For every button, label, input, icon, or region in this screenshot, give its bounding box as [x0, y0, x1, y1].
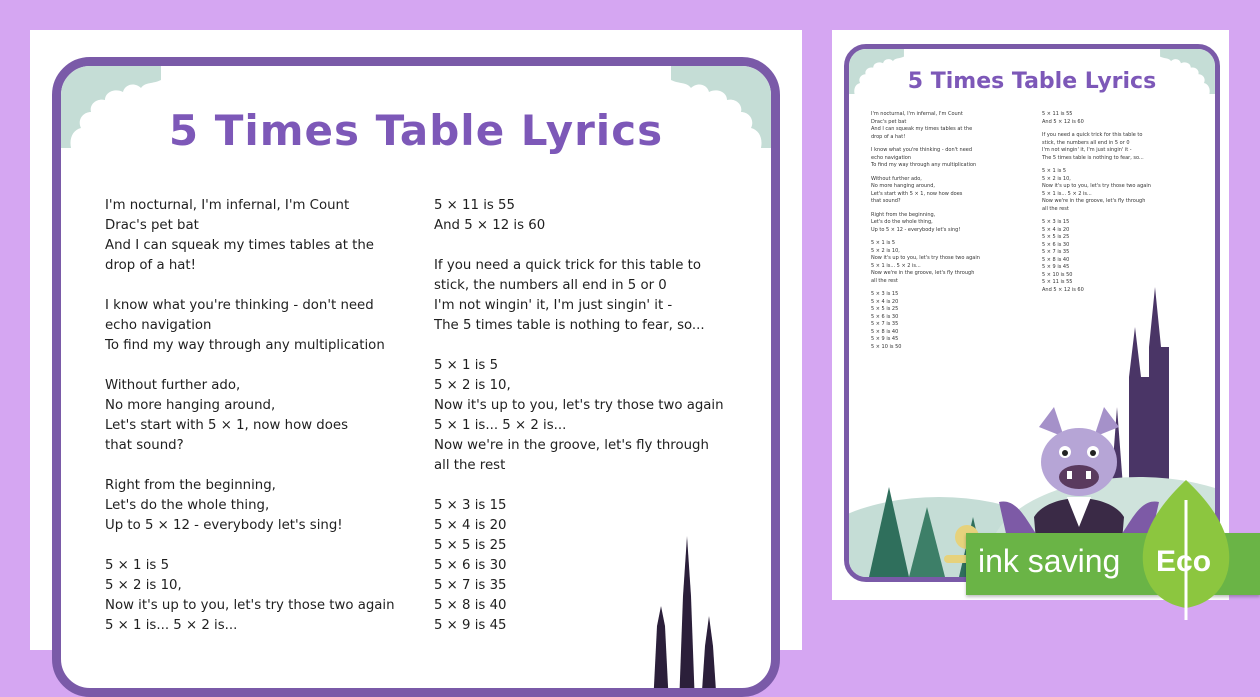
preview-right-column: [1042, 111, 1192, 294]
preview-lyric-line: 5 × 3 is 15: [1042, 219, 1070, 225]
lyric-line: I'm nocturnal, I'm infernal, I'm Count: [105, 198, 350, 213]
preview-lyric-line: 5 × 10 is 50: [871, 343, 902, 350]
lyric-line: Drac's pet bat: [105, 218, 199, 233]
lyric-line: And 5 × 12 is 60: [434, 218, 546, 233]
preview-lyric-line: Let's do the whole thing,: [871, 219, 933, 225]
preview-lyric-line: Now it's up to you, let's try those two again: [1042, 183, 1151, 189]
lyric-line: 5 × 2 is 10,: [434, 378, 511, 393]
preview-lyric-line: 5 × 5 is 25: [871, 306, 899, 312]
stanza: [105, 196, 405, 276]
preview-lyric-line: And I can squeak my times tables at the: [871, 126, 973, 132]
stanza: [105, 376, 405, 456]
preview-lyric-line: The 5 times table is nothing to fear, so...: [1042, 154, 1144, 161]
preview-lyric-line: 5 × 8 is 40: [871, 328, 899, 335]
lyric-line: 5 × 8 is 40: [434, 598, 507, 613]
preview-lyric-line: I'm not wingin' it, I'm just singin' it -: [1042, 147, 1132, 153]
preview-lyric-line: Up to 5 × 12 - everybody let's sing!: [871, 226, 961, 233]
preview-lyric-line: all the rest: [871, 277, 898, 284]
lyric-line: 5 × 7 is 35: [434, 578, 507, 593]
preview-lyric-line: 5 × 4 is 20: [871, 298, 899, 305]
preview-lyric-line: Drac's pet bat: [871, 118, 907, 125]
stanza: [105, 476, 405, 536]
preview-lyric-line: 5 × 8 is 40: [1042, 256, 1070, 263]
lyric-line: And I can squeak my times tables at the: [105, 238, 374, 253]
lyric-line: echo navigation: [105, 318, 212, 333]
preview-lyric-line: 5 × 5 is 25: [1042, 234, 1070, 240]
preview-lyric-line: I know what you're thinking - don't need: [871, 147, 973, 153]
preview-lyric-line: And 5 × 12 is 60: [1042, 118, 1084, 125]
stanza: [105, 296, 405, 356]
preview-lyric-line: that sound?: [871, 198, 901, 204]
lyric-line: 5 × 5 is 25: [434, 538, 507, 553]
castle-icon: [621, 536, 741, 697]
preview-lyric-line: 5 × 2 is 10,: [871, 247, 900, 254]
lyric-line: all the rest: [434, 458, 506, 473]
preview-lyric-line: Let's start with 5 × 1, now how does: [871, 190, 963, 197]
badge-label: ink saving: [978, 543, 1121, 579]
preview-lyric-line: Without further ado,: [871, 175, 922, 182]
lyric-line: 5 × 1 is... 5 × 2 is...: [434, 418, 567, 433]
preview-lyric-line: 5 × 7 is 35: [1042, 249, 1070, 255]
preview-lyric-line: I'm nocturnal, I'm infernal, I'm Count: [871, 111, 963, 117]
lyric-line: that sound?: [105, 438, 184, 453]
preview-lyric-line: Now we're in the groove, let's fly through: [1042, 198, 1146, 204]
preview-lyric-line: 5 × 1 is 5: [1042, 168, 1067, 174]
preview-lyric-line: 5 × 6 is 30: [871, 313, 899, 320]
preview-lyric-line: To find my way through any multiplication: [871, 162, 977, 168]
preview-lyric-line: drop of a hat!: [871, 133, 906, 140]
preview-lyric-line: 5 × 6 is 30: [1042, 241, 1070, 248]
lyric-line: 5 × 9 is 45: [434, 618, 507, 633]
preview-lyric-line: 5 × 4 is 20: [1042, 226, 1070, 233]
lyric-line: 5 × 2 is 10,: [105, 578, 182, 593]
preview-lyric-line: And 5 × 12 is 60: [1042, 286, 1084, 293]
stanza: [105, 556, 405, 636]
lyric-line: 5 × 11 is 55: [434, 198, 515, 213]
lyrics-left-column: [105, 196, 405, 656]
lyric-line: If you need a quick trick for this table to: [434, 258, 701, 273]
preview-lyric-line: 5 × 1 is... 5 × 2 is...: [1042, 190, 1092, 197]
eco-label: Eco: [1156, 545, 1212, 578]
preview-lyric-line: Now we're in the groove, let's fly through: [871, 270, 975, 276]
lyric-line: Without further ado,: [105, 378, 241, 393]
preview-lyric-line: If you need a quick trick for this table to: [1042, 132, 1143, 138]
preview-lyric-line: 5 × 3 is 15: [871, 291, 899, 297]
preview-left-column: [871, 111, 1031, 351]
preview-lyric-line: 5 × 7 is 35: [871, 321, 899, 327]
lyric-line: 5 × 1 is 5: [434, 358, 499, 373]
stanza: [434, 356, 754, 476]
lyric-line: No more hanging around,: [105, 398, 276, 413]
lyric-line: Up to 5 × 12 - everybody let's sing!: [105, 518, 343, 533]
preview-lyric-line: 5 × 10 is 50: [1042, 271, 1073, 278]
stanza: [434, 196, 754, 236]
lyric-line: Now it's up to you, let's try those two again: [105, 598, 395, 613]
preview-lyric-line: 5 × 11 is 55: [1042, 279, 1073, 285]
preview-lyric-line: stick, the numbers all end in 5 or 0: [1042, 139, 1130, 146]
lyric-line: I know what you're thinking - don't need: [105, 298, 374, 313]
preview-lyric-line: 5 × 1 is 5: [871, 240, 896, 246]
stanza: [434, 256, 754, 336]
preview-lyric-line: 5 × 2 is 10,: [1042, 175, 1071, 182]
sheet-frame: [52, 57, 780, 697]
lyric-line: Now we're in the groove, let's fly through: [434, 438, 709, 453]
preview-lyric-line: echo navigation: [871, 154, 912, 161]
lyric-line: Let's do the whole thing,: [105, 498, 270, 513]
preview-lyric-line: all the rest: [1042, 205, 1069, 212]
lyric-line: 5 × 3 is 15: [434, 498, 507, 513]
preview-lyric-line: 5 × 11 is 55: [1042, 111, 1073, 117]
preview-lyric-line: No more hanging around,: [871, 183, 935, 189]
preview-title: 5 Times Table Lyrics: [907, 69, 1157, 94]
lyric-line: 5 × 1 is 5: [105, 558, 170, 573]
preview-lyric-line: 5 × 9 is 45: [1042, 264, 1070, 270]
lyric-line: Now it's up to you, let's try those two again: [434, 398, 724, 413]
page-title: 5 Times Table Lyrics: [168, 106, 664, 155]
lyric-line: The 5 times table is nothing to fear, so...: [434, 318, 705, 333]
lyric-line: drop of a hat!: [105, 258, 196, 273]
lyric-line: 5 × 6 is 30: [434, 558, 507, 573]
preview-lyric-line: Now it's up to you, let's try those two again: [871, 255, 980, 261]
lyric-line: 5 × 1 is... 5 × 2 is...: [105, 618, 238, 633]
lyric-line: I'm not wingin' it, I'm just singin' it -: [434, 298, 673, 313]
lyric-line: 5 × 4 is 20: [434, 518, 507, 533]
lyric-line: Right from the beginning,: [105, 478, 276, 493]
lyric-line: Let's start with 5 × 1, now how does: [105, 418, 348, 433]
preview-lyric-line: 5 × 9 is 45: [871, 336, 899, 342]
preview-lyric-line: Right from the beginning,: [871, 211, 936, 218]
lyrics-sheet: [30, 30, 802, 650]
preview-lyric-line: 5 × 1 is... 5 × 2 is...: [871, 262, 921, 269]
lyric-line: stick, the numbers all end in 5 or 0: [434, 278, 667, 293]
lyric-line: To find my way through any multiplication: [105, 338, 385, 353]
